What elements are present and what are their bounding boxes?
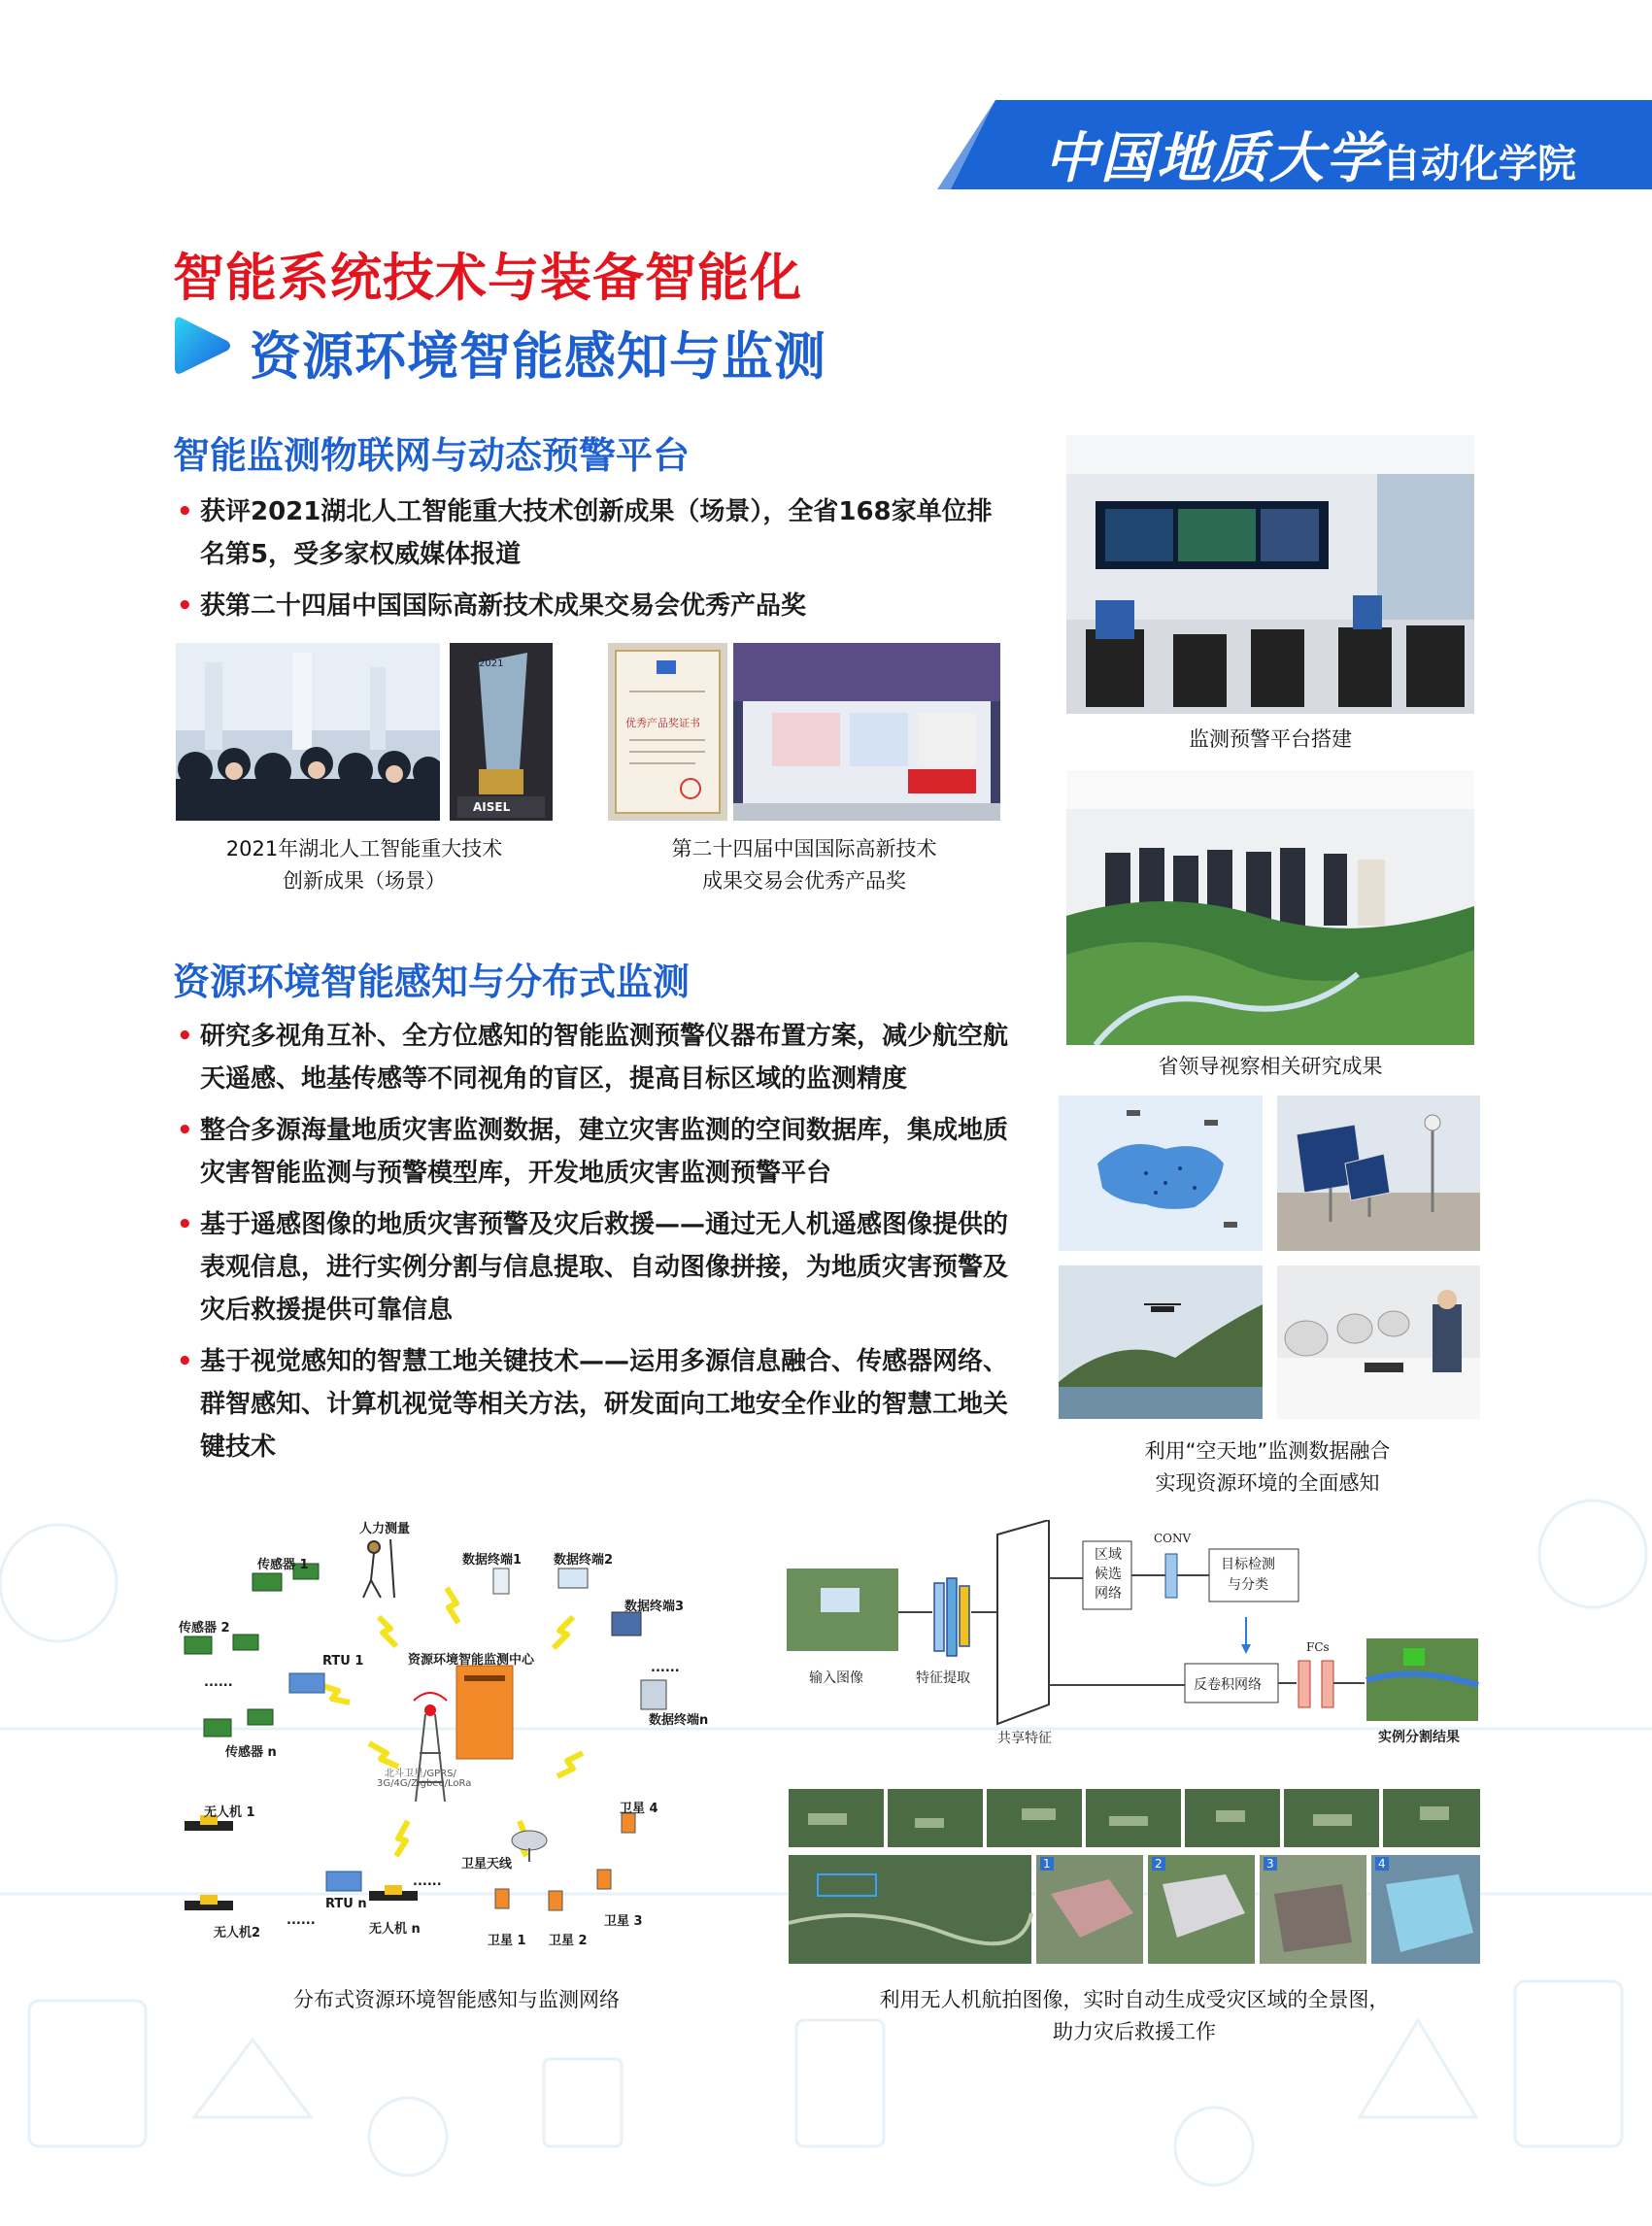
section2-title: 资源环境智能感知与分布式监测 — [173, 961, 691, 1003]
feature-extraction-label: 特征提取 — [916, 1670, 970, 1686]
conv-label: CONV — [1154, 1532, 1192, 1545]
caption-award-right: 第二十四届中国国际高新技术 成果交易会优秀产品奖 — [671, 837, 937, 893]
list-item: • 研究多视角互补、全方位感知的智能监测预警仪器布置方案，减少航空航天遥感、地基传感等不同视角的盲区，提高目标区域的监测精度 — [175, 1015, 1010, 1100]
caption-award-left: 2021年湖北人工智能重大技术 创新成果（场景） — [225, 837, 503, 893]
sensor-n-label: 传感器 n — [225, 1745, 277, 1760]
sensor-1-label: 传感器 1 — [257, 1558, 309, 1572]
terminal-1-label: 数据终端1 — [462, 1553, 523, 1568]
drone-flight-photo — [1059, 1265, 1263, 1419]
drone-1-label: 无人机 1 — [204, 1805, 255, 1820]
play-icon — [173, 314, 233, 378]
drone-2-label: 无人机2 — [214, 1926, 261, 1940]
rtu-1-label: RTU 1 — [322, 1654, 364, 1669]
drone-n-label: 无人机 n — [369, 1922, 421, 1937]
fcs-label: FCs — [1306, 1640, 1330, 1654]
tile-number-1: 1 — [1040, 1857, 1054, 1871]
terminal-n-label: 数据终端n — [649, 1713, 709, 1728]
satellite-1-label: 卫星 1 — [488, 1934, 526, 1948]
section1-title: 智能监测物联网与动态预警平台 — [173, 434, 691, 477]
region-proposal-label: 区域 候选 网络 — [1095, 1547, 1122, 1602]
caption-space-air-ground: 利用“空天地”监测数据融合 实现资源环境的全面感知 — [1144, 1439, 1391, 1495]
sensor-equipment-photo — [1277, 1265, 1480, 1419]
input-image-label: 输入图像 — [809, 1670, 863, 1686]
university-name: 中国地质大学 — [1044, 126, 1382, 190]
rtu-n-label: RTU n — [325, 1897, 367, 1911]
section1-bullets — [175, 490, 1015, 636]
detection-label: 目标检测 与分类 — [1221, 1557, 1275, 1593]
caption-panorama: 利用无人机航拍图像，实时自动生成受灾区域的全景图， 助力灾后救援工作 — [879, 1988, 1390, 2043]
aisel-logo-text: AISEL — [473, 800, 511, 814]
terminal-2-label: 数据终端2 — [554, 1553, 614, 1568]
school-name: 自动化学院 — [1382, 142, 1576, 186]
antenna-label: 卫星天线 — [461, 1857, 513, 1872]
list-item: • 基于视觉感知的智慧工地关键技术——运用多源信息融合、传感器网络、群智感知、计算机视觉等相关方法，研发面向工地安全作业的智慧工地关键技术 — [175, 1340, 1010, 1468]
shared-features-label: 共享特征 — [997, 1731, 1052, 1746]
result-label: 实例分割结果 — [1378, 1730, 1460, 1745]
certificate-title: 优秀产品奖证书 — [625, 717, 700, 729]
caption-monitoring-platform: 监测预警平台搭建 — [1189, 727, 1352, 751]
leaders-inspection-photo — [1066, 770, 1474, 1045]
aerial-image-strip — [789, 1789, 1480, 1847]
tile-number-4: 4 — [1375, 1857, 1389, 1871]
drone-ellipsis: ...... — [413, 1874, 442, 1889]
instance-segmentation-pipeline — [782, 1520, 1486, 1746]
satellite-map-photo — [1059, 1096, 1263, 1251]
list-item: • 获评2021湖北人工智能重大技术创新成果（场景），全省168家单位排名第5，受多家权威媒体报道 — [175, 490, 1015, 576]
caption-leaders-inspection: 省领导视察相关研究成果 — [1158, 1055, 1383, 1078]
caption-network: 分布式资源环境智能感知与监测网络 — [293, 1988, 620, 2011]
satellite-2-label: 卫星 2 — [549, 1934, 588, 1948]
subtitle: 资源环境智能感知与监测 — [250, 327, 826, 387]
panorama-and-buildings — [789, 1855, 1480, 1964]
certificate-photo — [608, 643, 727, 821]
section2-bullets — [175, 1015, 1010, 1477]
list-item: • 基于遥感图像的地质灾害预警及灾后救援——通过无人机遥感图像提供的表观信息，进行实例分割与信息提取、自动图像拼接，为地质灾害预警及灾后救援提供可靠信息 — [175, 1203, 1010, 1332]
protocols-label-2: 3G/4G/Zigbee/LoRa — [377, 1778, 472, 1789]
drone-ellipsis-2: ...... — [287, 1913, 316, 1928]
deconv-label: 反卷积网络 — [1194, 1677, 1262, 1693]
trophy-photo — [450, 643, 553, 821]
tile-number-2: 2 — [1152, 1857, 1165, 1871]
list-item: • 整合多源海量地质灾害监测数据，建立灾害监测的空间数据库，集成地质灾害智能监测与预警模型库，开发地质灾害监测预警平台 — [175, 1109, 1010, 1195]
list-item: • 获第二十四届中国国际高新技术成果交易会优秀产品奖 — [175, 585, 1015, 627]
solar-station-photo — [1277, 1096, 1480, 1251]
trophy-year: 2021 — [479, 658, 504, 669]
tile-number-3: 3 — [1264, 1857, 1277, 1871]
monitoring-room-photo — [1066, 435, 1474, 714]
satellite-3-label: 卫星 3 — [604, 1914, 643, 1929]
expo-booth-photo — [733, 643, 1000, 821]
award-ceremony-photo — [176, 643, 440, 821]
terminal-ellipsis: ...... — [651, 1661, 680, 1675]
monitoring-network-diagram — [165, 1510, 738, 1986]
header-banner — [937, 100, 1652, 189]
manual-measure-label: 人力测量 — [359, 1522, 411, 1536]
protocols-label-1: 北斗卫星/GPRS/ — [385, 1769, 456, 1779]
sensor-2-label: 传感器 2 — [179, 1621, 230, 1636]
main-title: 智能系统技术与装备智能化 — [173, 249, 802, 308]
satellite-4-label: 卫星 4 — [620, 1802, 658, 1816]
terminal-3-label: 数据终端3 — [624, 1600, 685, 1614]
center-label: 资源环境智能监测中心 — [408, 1653, 535, 1668]
sensor-ellipsis: ...... — [204, 1675, 233, 1690]
